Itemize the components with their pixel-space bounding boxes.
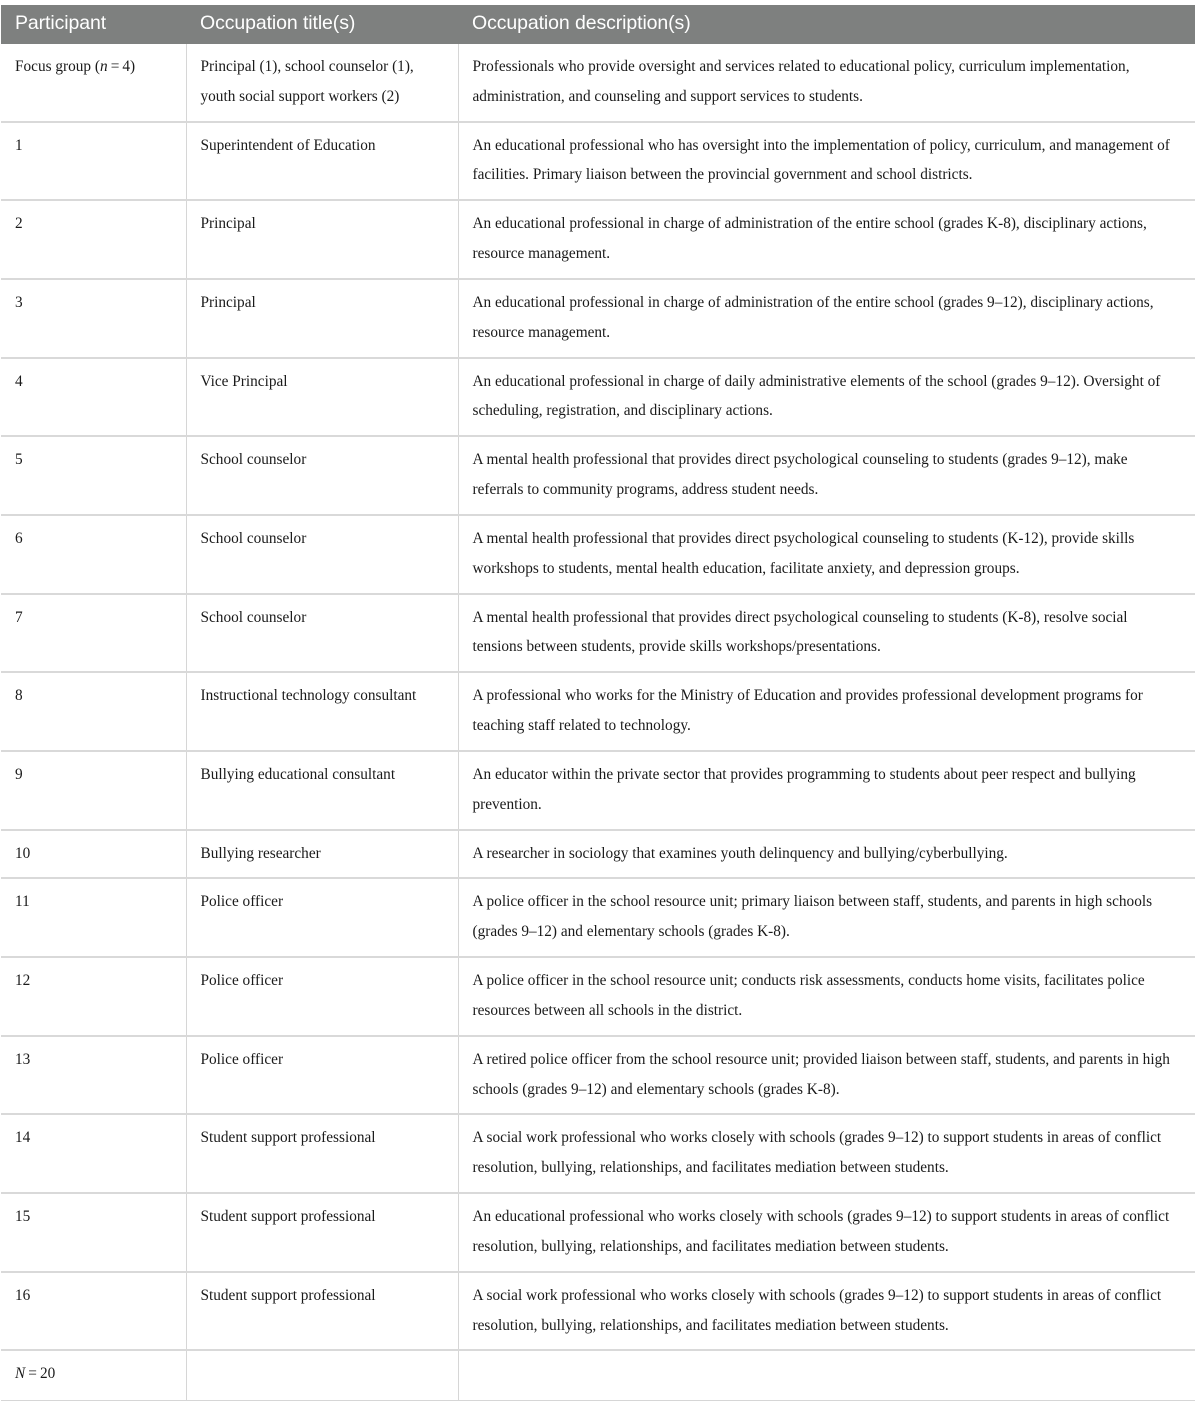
table-row xyxy=(1,44,1195,122)
table-body xyxy=(1,44,1195,1400)
participants-table xyxy=(1,5,1195,1401)
cell-occupation-title: School counselor xyxy=(186,594,458,673)
cell-occupation-description: An educational professional in charge of administration of the entire school (grades 9–12), disciplinary actions, resource management. xyxy=(458,279,1195,358)
cell-occupation-description: A mental health professional that provides direct psychological counseling to students (K-8), resolve social tensions between students, provide skills workshops/presentations. xyxy=(458,594,1195,673)
cell-occupation-description: A police officer in the school resource unit; conducts risk assessments, conducts home visits, facilitates police resources between all schools in the district. xyxy=(458,957,1195,1036)
cell-participant: 15 xyxy=(1,1193,186,1272)
cell-participant: 16 xyxy=(1,1272,186,1351)
cell-participant: 14 xyxy=(1,1114,186,1193)
column-header-occupation-title: Occupation title(s) xyxy=(186,5,458,44)
cell-occupation-title: Superintendent of Education xyxy=(186,122,458,201)
table-row xyxy=(1,1036,1195,1115)
table-header xyxy=(1,5,1195,44)
cell-occupation-title: Student support professional xyxy=(186,1114,458,1193)
table-row xyxy=(1,751,1195,830)
cell-occupation-description: A retired police officer from the school resource unit; provided liaison between staff, students, and parents in high schools (grades 9–12) and elementary schools (grades K-8). xyxy=(458,1036,1195,1115)
cell-occupation-title: Principal xyxy=(186,200,458,279)
cell-occupation-description: An educational professional who works closely with schools (grades 9–12) to support students in areas of conflict resolution, bullying, relationships, and facilitates mediation between students. xyxy=(458,1193,1195,1272)
cell-occupation-description xyxy=(458,1350,1195,1400)
table-row xyxy=(1,672,1195,751)
cell-occupation-title: Principal xyxy=(186,279,458,358)
cell-participant: 6 xyxy=(1,515,186,594)
table-row xyxy=(1,515,1195,594)
table-row xyxy=(1,122,1195,201)
cell-occupation-description: A mental health professional that provides direct psychological counseling to students (K-12), provide skills workshops to students, mental health education, facilitate anxiety, and depression groups. xyxy=(458,515,1195,594)
cell-participant: 12 xyxy=(1,957,186,1036)
cell-participant: 5 xyxy=(1,436,186,515)
table-footer-row xyxy=(1,1350,1195,1400)
cell-occupation-description: A researcher in sociology that examines youth delinquency and bullying/cyberbullying. xyxy=(458,830,1195,879)
table-row xyxy=(1,1272,1195,1351)
cell-participant: 10 xyxy=(1,830,186,879)
cell-occupation-description: An educator within the private sector that provides programming to students about peer respect and bullying prevention. xyxy=(458,751,1195,830)
cell-participant: 3 xyxy=(1,279,186,358)
table-header-row xyxy=(1,5,1195,44)
cell-occupation-description: An educational professional who has oversight into the implementation of policy, curriculum, and management of facilities. Primary liaison between the provincial government and school districts. xyxy=(458,122,1195,201)
cell-occupation-title xyxy=(186,1350,458,1400)
cell-participant: 11 xyxy=(1,878,186,957)
cell-participant: 8 xyxy=(1,672,186,751)
cell-participant: 13 xyxy=(1,1036,186,1115)
cell-occupation-description: A police officer in the school resource unit; primary liaison between staff, students, and parents in high schools (grades 9–12) and elementary schools (grades K-8). xyxy=(458,878,1195,957)
cell-participant: Focus group (n = 4) xyxy=(1,44,186,122)
cell-occupation-title: School counselor xyxy=(186,436,458,515)
cell-occupation-title: Police officer xyxy=(186,1036,458,1115)
column-header-participant: Participant xyxy=(1,5,186,44)
cell-occupation-title: Police officer xyxy=(186,957,458,1036)
cell-participant: N = 20 xyxy=(1,1350,186,1400)
cell-participant: 1 xyxy=(1,122,186,201)
cell-occupation-description: An educational professional in charge of administration of the entire school (grades K-8), disciplinary actions, resource management. xyxy=(458,200,1195,279)
cell-occupation-description: A social work professional who works closely with schools (grades 9–12) to support students in areas of conflict resolution, bullying, relationships, and facilitates mediation between students. xyxy=(458,1272,1195,1351)
table-row xyxy=(1,1114,1195,1193)
cell-occupation-title: Principal (1), school counselor (1), youth social support workers (2) xyxy=(186,44,458,122)
cell-participant: 4 xyxy=(1,358,186,437)
cell-occupation-description: Professionals who provide oversight and services related to educational policy, curriculum implementation, administration, and counseling and support services to students. xyxy=(458,44,1195,122)
table-row xyxy=(1,594,1195,673)
cell-occupation-description: An educational professional in charge of daily administrative elements of the school (grades 9–12). Oversight of scheduling, registration, and disciplinary actions. xyxy=(458,358,1195,437)
cell-occupation-title: Student support professional xyxy=(186,1272,458,1351)
table-row xyxy=(1,358,1195,437)
cell-occupation-title: Instructional technology consultant xyxy=(186,672,458,751)
cell-occupation-description: A professional who works for the Ministry of Education and provides professional development programs for teaching staff related to technology. xyxy=(458,672,1195,751)
cell-participant: 7 xyxy=(1,594,186,673)
cell-occupation-title: School counselor xyxy=(186,515,458,594)
table-row xyxy=(1,957,1195,1036)
cell-occupation-description: A mental health professional that provides direct psychological counseling to students (grades 9–12), make referrals to community programs, address student needs. xyxy=(458,436,1195,515)
table-row xyxy=(1,1193,1195,1272)
table-row xyxy=(1,830,1195,879)
cell-participant: 9 xyxy=(1,751,186,830)
cell-occupation-description: A social work professional who works closely with schools (grades 9–12) to support students in areas of conflict resolution, bullying, relationships, and facilitates mediation between students. xyxy=(458,1114,1195,1193)
cell-occupation-title: Student support professional xyxy=(186,1193,458,1272)
cell-participant: 2 xyxy=(1,200,186,279)
column-header-occupation-description: Occupation description(s) xyxy=(458,5,1195,44)
cell-occupation-title: Vice Principal xyxy=(186,358,458,437)
cell-occupation-title: Police officer xyxy=(186,878,458,957)
cell-occupation-title: Bullying researcher xyxy=(186,830,458,879)
table-row xyxy=(1,436,1195,515)
table-row xyxy=(1,200,1195,279)
table-row xyxy=(1,878,1195,957)
cell-occupation-title: Bullying educational consultant xyxy=(186,751,458,830)
table-row xyxy=(1,279,1195,358)
participants-table-container xyxy=(1,5,1195,1401)
